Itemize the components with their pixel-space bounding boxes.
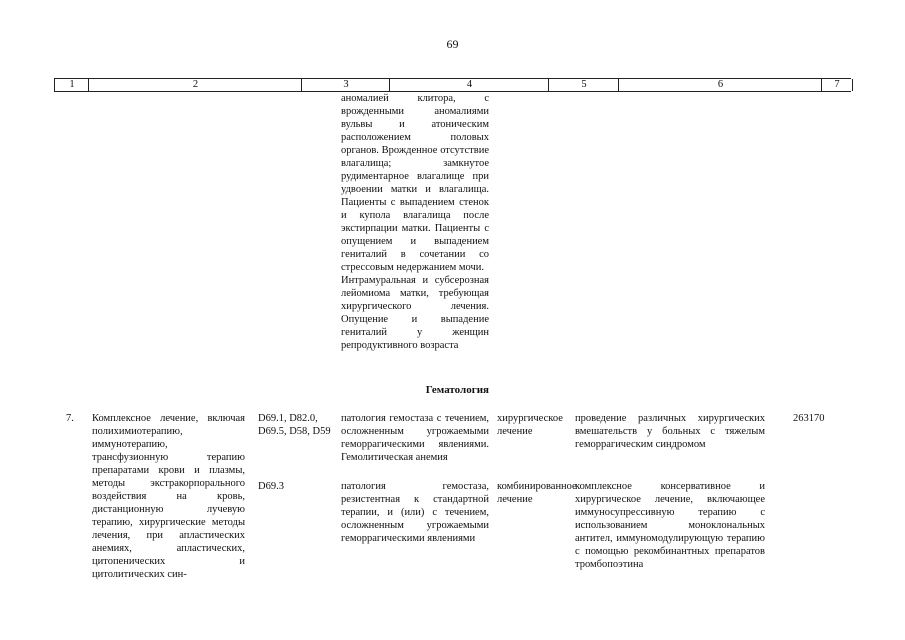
type-cell-1: хирургическое лечение [497, 413, 563, 437]
header-col-2: 2 [88, 79, 302, 91]
row-number: 7. [66, 413, 74, 424]
header-col-6: 6 [618, 79, 822, 91]
condition-cell-1: патология гемостаза с течением, осложненным угрожаемыми геморрагическими явлениями. Гемолитическая анемия [341, 413, 489, 463]
continuation-text-b: Интрамуральная и субсерозная лейомиома матки, требующая хирургического лечения. Опущение и выпадение гениталий у женщин репродуктивного возраста [341, 275, 489, 351]
header-col-5: 5 [548, 79, 619, 91]
continuation-text-a: аномалией клитора, с врожденными аномалиями вульвы и атоническим расположением половых органов. Врожденное отсутствие влагалища; замкнутое рудиментарное влагалище при удвоении матки и влагалища. Пациенты с выпадением стенок и купола влагалища после экстирпации матки. Пациенты с опущением и выпадением гениталий в сочетании со стрессовым недержанием мочи. [341, 93, 489, 273]
treatment-cell: Комплексное лечение, включая полихимиотерапию, иммунотерапию, трансфузионную терапию препаратами крови и плазмы, методы экстракорпорального воздействия на кровь, дистанционную лучевую терапию, хирургические методы лечения, при апластических анемиях, апластических, цитопенических и цитолитических син- [92, 413, 245, 580]
header-col-3: 3 [301, 79, 390, 91]
price-cell: 263170 [793, 413, 825, 424]
method-cell-2: комплексное консервативное и хирургическое лечение, включающее иммуносупрессивную терапию с использованием моноклональных антител, иммуномодулирующую терапию с помощью рекомбинантных препаратов тромбопоэтина [575, 481, 765, 570]
table-header-row [54, 78, 851, 92]
header-col-4: 4 [389, 79, 549, 91]
condition-cell-2: патология гемостаза, резистентная к стандартной терапии, и (или) с течением, осложненным угрожаемыми геморрагическими явлениями [341, 481, 489, 544]
codes-cell-1: D69.1, D82.0, D69.5, D58, D59 [258, 413, 331, 437]
header-col-7: 7 [821, 79, 853, 91]
continuation-cell [341, 92, 489, 352]
type-cell-2: комбинированное лечение [497, 481, 577, 505]
codes-cell-2: D69.3 [258, 481, 284, 492]
section-title: Гематология [425, 384, 489, 396]
header-col-1: 1 [54, 79, 89, 91]
page-number: 69 [446, 37, 459, 51]
method-cell-1: проведение различных хирургических вмешательств у больных с тяжелым геморрагическим синдромом [575, 413, 765, 450]
